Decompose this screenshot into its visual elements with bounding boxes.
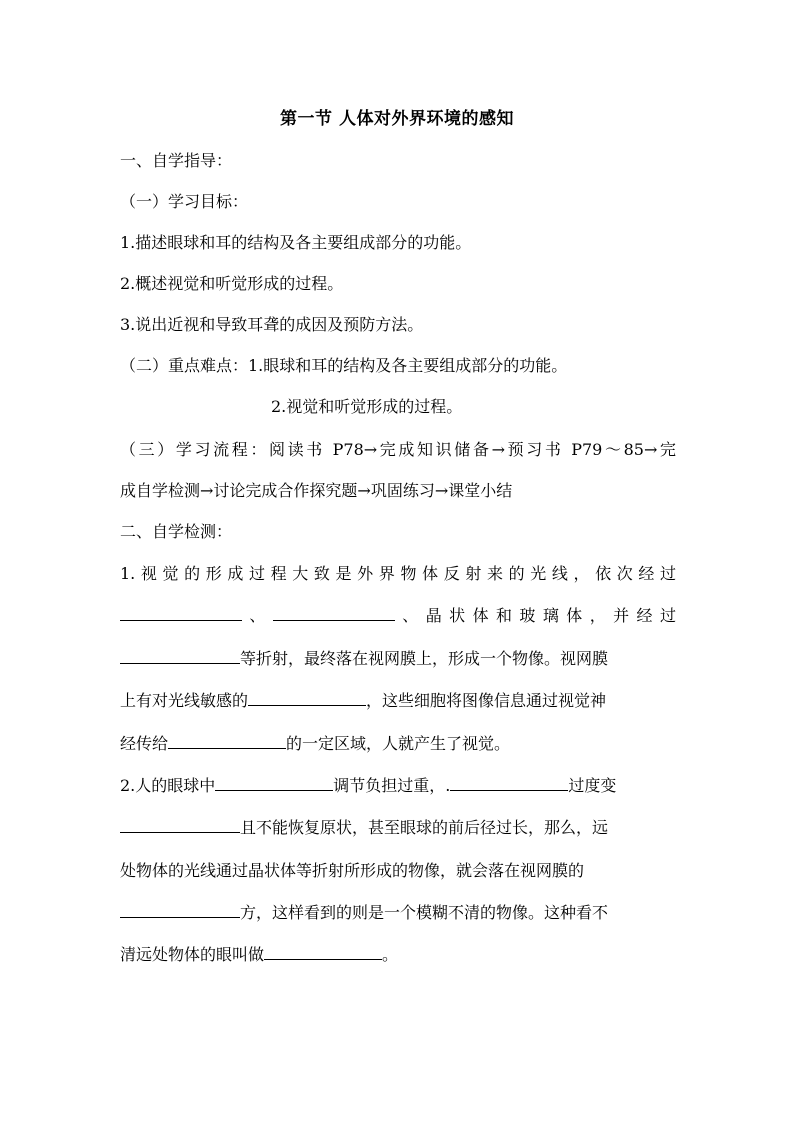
fill-blank[interactable]: [120, 605, 242, 621]
fill-blank[interactable]: [120, 648, 240, 664]
fill-blank[interactable]: [120, 902, 240, 918]
q1-line-4: [120, 690, 606, 712]
q2-line-1-text-b: 调节负担过重，: [333, 776, 446, 795]
q2-line-4: [120, 902, 608, 924]
q2-line-1-dot: .: [445, 776, 451, 795]
goal-item-3: 3.说出近视和导致耳聋的成因及预防方法。: [120, 315, 424, 334]
section-heading-self-test: 二、自学检测：: [120, 522, 233, 541]
q2-line-4-text: 方，这样看到的则是一个模糊不清的物像。这种看不: [240, 903, 609, 922]
goal-item-1: 1.描述眼球和耳的结构及各主要组成部分的功能。: [120, 233, 472, 252]
goals-heading: （一）学习目标：: [120, 192, 249, 211]
q2-line-3: 处物体的光线通过晶状体等折射所形成的物像，就会落在视网膜的: [120, 861, 585, 880]
q1-line-5: [120, 733, 510, 755]
fill-blank[interactable]: [215, 775, 333, 791]
q2-line-1-text-c: 过度变: [568, 776, 617, 795]
q2-line-5-text-a: 清远处物体的眼叫做: [120, 945, 265, 964]
q1-separator: 、: [242, 606, 273, 625]
goal-item-2: 2.概述视觉和听觉形成的过程。: [120, 274, 344, 293]
q1-line-1: 1.视觉的形成过程大致是外界物体反射来的光线，依次经过: [120, 564, 676, 583]
flow-line-1: （三）学习流程：阅读书 P78→完成知识储备→预习书 P79～85→完: [120, 440, 676, 459]
q1-line-3: [120, 648, 608, 670]
q1-line-2-text: 、晶状体和玻璃体，并经过: [394, 606, 676, 625]
fill-blank[interactable]: [273, 605, 395, 621]
fill-blank[interactable]: [248, 690, 366, 706]
key-points-line-2: 2.视觉和听觉形成的过程。: [271, 397, 463, 416]
q2-line-1-text-a: 2.人的眼球中: [120, 776, 216, 795]
q1-line-4-text-b: ，这些细胞将图像信息通过视觉神: [366, 691, 607, 710]
section-heading-self-study-guide: 一、自学指导：: [120, 151, 233, 170]
q1-line-3-text: 等折射，最终落在视网膜上，形成一个物像。视网膜: [240, 649, 609, 668]
q2-line-5: [120, 944, 398, 966]
fill-blank[interactable]: [168, 733, 286, 749]
q1-line-4-text-a: 上有对光线敏感的: [120, 691, 249, 710]
q2-line-5-end: 。: [382, 945, 399, 964]
q2-line-1: [120, 775, 616, 797]
q2-line-2: [120, 817, 608, 839]
q1-line-2: [120, 605, 676, 627]
q1-line-5-text-a: 经传给: [120, 734, 169, 753]
flow-line-2: 成自学检测→讨论完成合作探究题→巩固练习→课堂小结: [120, 481, 513, 500]
page-title: 第一节 人体对外界环境的感知: [280, 109, 514, 129]
q2-line-2-text: 且不能恢复原状，甚至眼球的前后径过长，那么，远: [240, 818, 609, 837]
fill-blank[interactable]: [264, 944, 382, 960]
fill-blank[interactable]: [120, 817, 240, 833]
key-points-line-1: （二）重点难点：1.眼球和耳的结构及各主要组成部分的功能。: [120, 356, 568, 375]
q1-line-5-text-b: 的一定区域，人就产生了视觉。: [286, 734, 511, 753]
fill-blank[interactable]: [450, 775, 568, 791]
